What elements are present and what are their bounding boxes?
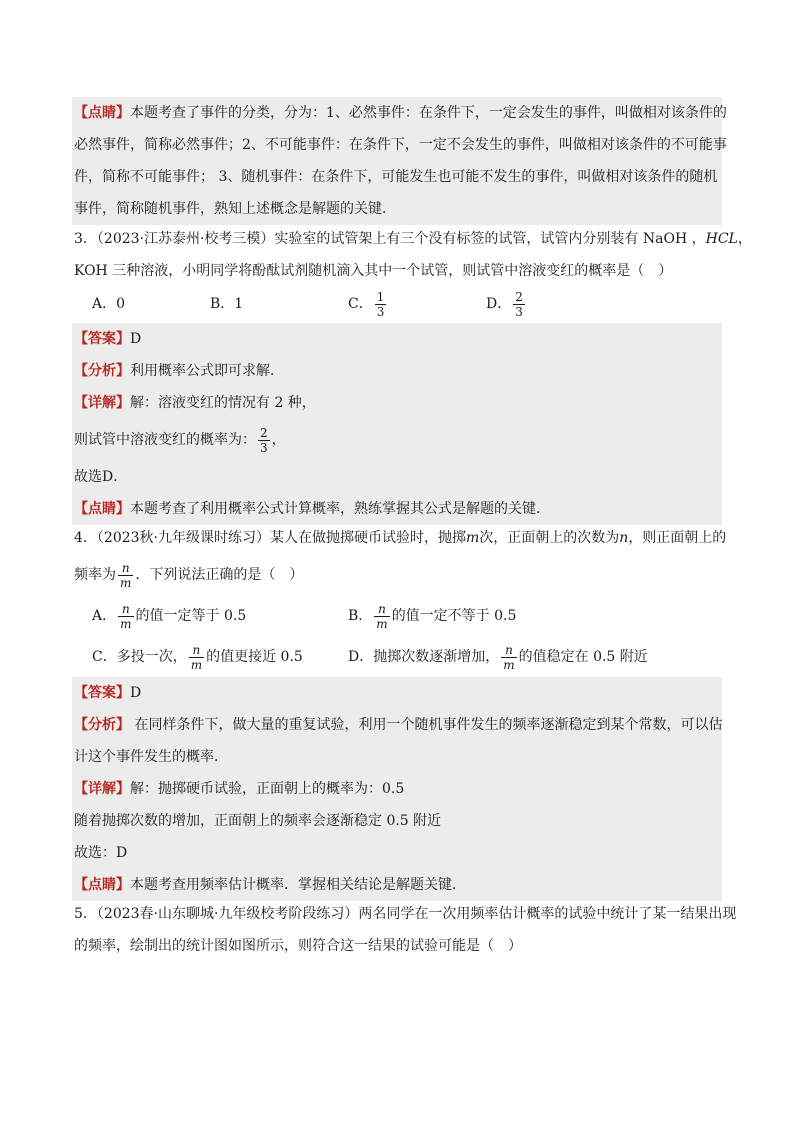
q3-answer: 【答案】D [74, 331, 142, 347]
fraction-n-over-m: $\frac{n}{m}$ [503, 642, 515, 672]
fraction-n-over-m: $\frac{n}{m}$ [376, 601, 388, 631]
q4-stem-line-1: 4．（2023秋·九年级课时练习）某人在做抛掷硬币试验时，抛掷m次，正面朝上的次数为n，则正面朝上的 [74, 530, 727, 546]
q3-option-c: C． $\frac{1}{3}$ [348, 289, 385, 319]
q3-solution [72, 323, 722, 525]
fraction: $\frac{2}{3}$ [260, 425, 268, 455]
q4-solution [72, 677, 722, 901]
q3-stem-line-1: 3．（2023·江苏泰州·校考三模）实验室的试管架上有三个没有标签的试管，试管内分别装有 NaOH ，HCL， [74, 231, 752, 247]
prev-dianjing-line-2: 必然事件，简称必然事件；2、不可能事件：在条件下，一定不会发生的事件，叫做相对该条件的不可能事 [74, 137, 727, 153]
q4-detail: 【详解】解：抛掷硬币试验，正面朝上的概率为：0.5 [74, 781, 405, 797]
q4-detail-2: 随着抛掷次数的增加，正面朝上的频率会逐渐稳定 0.5 附近 [74, 813, 442, 829]
var-n: n [619, 530, 629, 546]
q5-stem-line-1: 5．（2023春·山东聊城·九年级校考阶段练习）两名同学在一次用频率估计概率的试验中统计了某一结果出现 [74, 906, 737, 922]
q4-stem [72, 522, 727, 596]
q3-stem-line-2: KOH 三种溶液，小明同学将酚酞试剂随机滴入其中一个试管，则试管中溶液变红的概率是（ ） [74, 263, 673, 279]
q3-detail-3: 故选D． [74, 469, 128, 485]
fraction: $\frac{2}{3}$ [515, 289, 523, 319]
q3-option-b: B．1 [210, 296, 244, 312]
q4-answer: 【答案】D [74, 685, 142, 701]
q3-dianjing: 【点睛】本题考查了利用概率公式计算概率，熟练掌握其公式是解题的关键． [74, 501, 550, 517]
hcl-formula: HCL [705, 231, 738, 247]
q4-option-d: D．抛掷次数逐渐增加， $\frac{n}{m}$ 的值稳定在 0.5 附近 [348, 642, 648, 672]
q3-option-d: D． $\frac{2}{3}$ [486, 289, 523, 319]
fraction-n-over-m: $\frac{n}{m}$ [120, 560, 132, 590]
prev-dianjing-line-3: 件，简称不可能事件； 3、随机事件：在条件下，可能发生也可能不发生的事件，叫做相对该条件的随机 [74, 169, 718, 185]
q4-detail-3: 故选：D [74, 845, 128, 861]
fraction-n-over-m: $\frac{n}{m}$ [120, 601, 132, 631]
q4-stem-line-2: 频率为 $\frac{n}{m}$ ．下列说法正确的是（ ） [74, 560, 304, 590]
q5-stem [72, 898, 737, 962]
var-m: m [466, 530, 480, 546]
q3-analysis: 【分析】利用概率公式即可求解． [74, 363, 284, 379]
prev-dianjing-line-1: 【点睛】本题考查了事件的分类，分为：1、必然事件：在条件下，一定会发生的事件，叫做相对该条件的 [74, 105, 727, 121]
q3-detail: 【详解】解：溶液变红的情况有 2 种， [74, 395, 316, 411]
q3-option-a: A．0 [92, 296, 126, 312]
dianjing-tag: 【点睛】 [74, 105, 130, 121]
q4-option-c: C．多投一次， $\frac{n}{m}$ 的值更接近 0.5 [92, 642, 303, 672]
q4-dianjing: 【点睛】本题考查用频率估计概率．掌握相关结论是解题关键． [74, 877, 466, 893]
q3-stem [72, 223, 752, 287]
q4-option-a: A． $\frac{n}{m}$ 的值一定等于 0.5 [92, 601, 247, 631]
prev-dianjing-line-4: 事件，简称随机事件，熟知上述概念是解题的关键． [74, 201, 396, 217]
fraction: $\frac{1}{3}$ [376, 289, 385, 319]
fraction-n-over-m: $\frac{n}{m}$ [190, 642, 203, 672]
q4-analysis-line-1: 【分析】 在同样条件下，做大量的重复试验，利用一个随机事件发生的频率逐渐稳定到某个常数，可以估 [74, 717, 723, 733]
q5-stem-line-2: 的频率，绘制出的统计图如图所示，则符合这一结果的试验可能是（ ） [74, 938, 522, 954]
q4-option-b: B． $\frac{n}{m}$ 的值一定不等于 0.5 [348, 601, 517, 631]
q4-analysis-line-2: 计这个事件发生的概率． [74, 749, 228, 765]
prev-dianjing-block [72, 97, 727, 225]
q3-detail-2: 则试管中溶液变红的概率为： $\frac{2}{3}$ ， [74, 425, 286, 455]
